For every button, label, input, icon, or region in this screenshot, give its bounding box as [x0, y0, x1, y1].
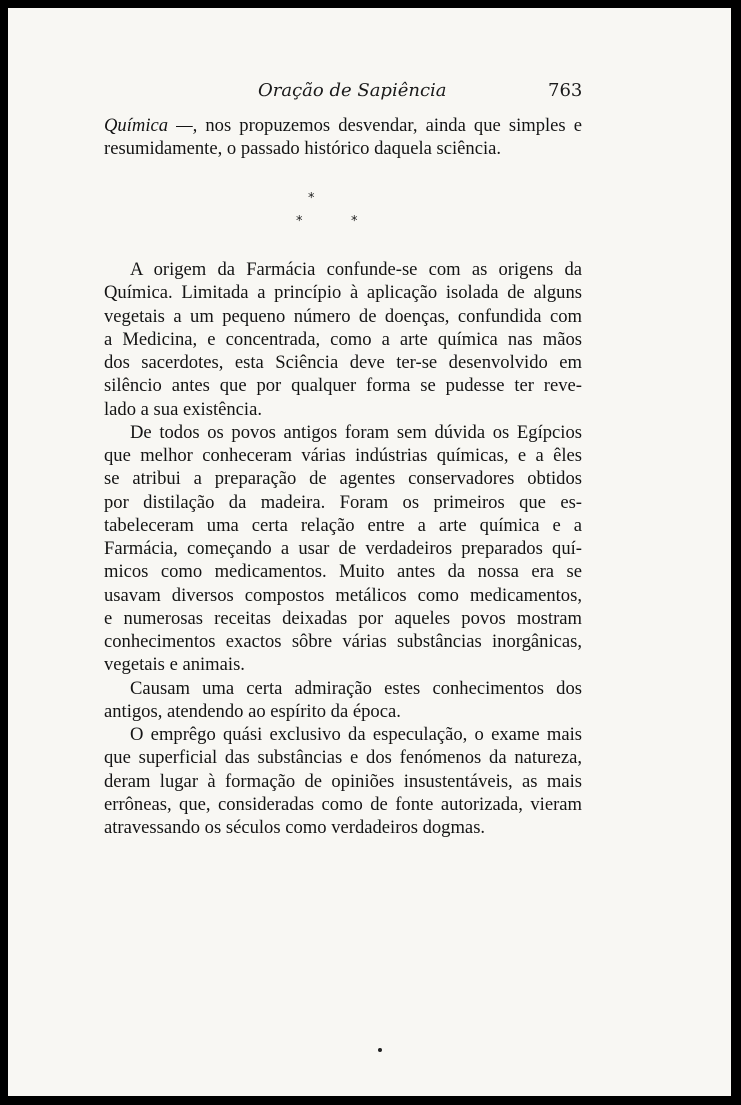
paragraph [104, 677, 582, 724]
text-line: Química. Limitada a princípio à aplicação isolada de alguns [104, 282, 582, 304]
intro-text [104, 114, 582, 161]
text-line: que melhor conheceram várias indústrias químicas, e a êles [104, 445, 582, 466]
asterisk-ornament: * [351, 214, 358, 229]
asterisk-ornament: * [308, 191, 315, 206]
page-header [8, 80, 731, 108]
text-line: a Medicina, e concentrada, como a arte química nas mãos [104, 328, 582, 350]
text-line [104, 114, 582, 137]
text-line: errôneas, que, consideradas como de fonte autorizada, vieram [104, 793, 582, 815]
paragraph [104, 258, 582, 421]
text-line: vegetais a um pequeno número de doenças, confundida com [104, 305, 582, 327]
text-line: De todos os povos antigos foram sem dúvida os Egípcios [130, 421, 582, 443]
text-line: usavam diversos compostos metálicos como medicamentos, [104, 584, 582, 606]
text-line: micos como medicamentos. Muito antes da nossa era se [104, 561, 582, 583]
text-line: A origem da Farmácia confunde-se com as origens da [130, 259, 582, 280]
text-fragment: nos propuzemos desvendar, ainda que simples e [197, 115, 582, 136]
running-title: Oração de Sapiência [258, 80, 447, 101]
emphasis-term: Química —, [104, 115, 198, 136]
text-line: Farmácia, começando a usar de verdadeiros preparados quí- [104, 538, 582, 559]
text-line: antigos, atendendo ao espírito da época. [104, 700, 401, 722]
book-page [8, 8, 731, 1096]
paragraph [104, 723, 582, 839]
text-line: O emprêgo quási exclusivo da especulação, o exame mais [130, 724, 582, 745]
paragraph [104, 421, 582, 677]
text-line: atravessando os séculos como verdadeiros dogmas. [104, 817, 486, 838]
asterisk-ornament: * [296, 214, 303, 229]
text-line: deram lugar à formação de opiniões insustentáveis, as mais [104, 770, 582, 792]
text-line: por distilação da madeira. Foram os primeiros que es- [104, 491, 582, 513]
page-number: 763 [548, 80, 583, 101]
text-line: Causam uma certa admiração estes conhecimentos dos [130, 677, 582, 699]
text-line: e numerosas receitas deixadas por aqueles povos mostram [104, 607, 582, 629]
text-line: se atribui a preparação de agentes conservadores obtidos [104, 468, 582, 490]
text-line: resumidamente, o passado histórico daquela sciência. [104, 138, 502, 160]
text-line: que superficial das substâncias e dos fenómenos da natureza, [104, 747, 582, 769]
body-text [104, 258, 582, 839]
printer-mark [378, 1048, 382, 1052]
text-line: dos sacerdotes, esta Sciência deve ter-se desenvolvido em [104, 352, 582, 373]
text-line: conhecimentos exactos sôbre várias substâncias inorgânicas, [104, 631, 582, 652]
text-line: lado a sua existência. [104, 398, 262, 420]
text-line: tabeleceram uma certa relação entre a arte química e a [104, 514, 582, 536]
text-line: silêncio antes que por qualquer forma se pudesse ter reve- [104, 375, 582, 397]
text-line: vegetais e animais. [104, 654, 245, 676]
